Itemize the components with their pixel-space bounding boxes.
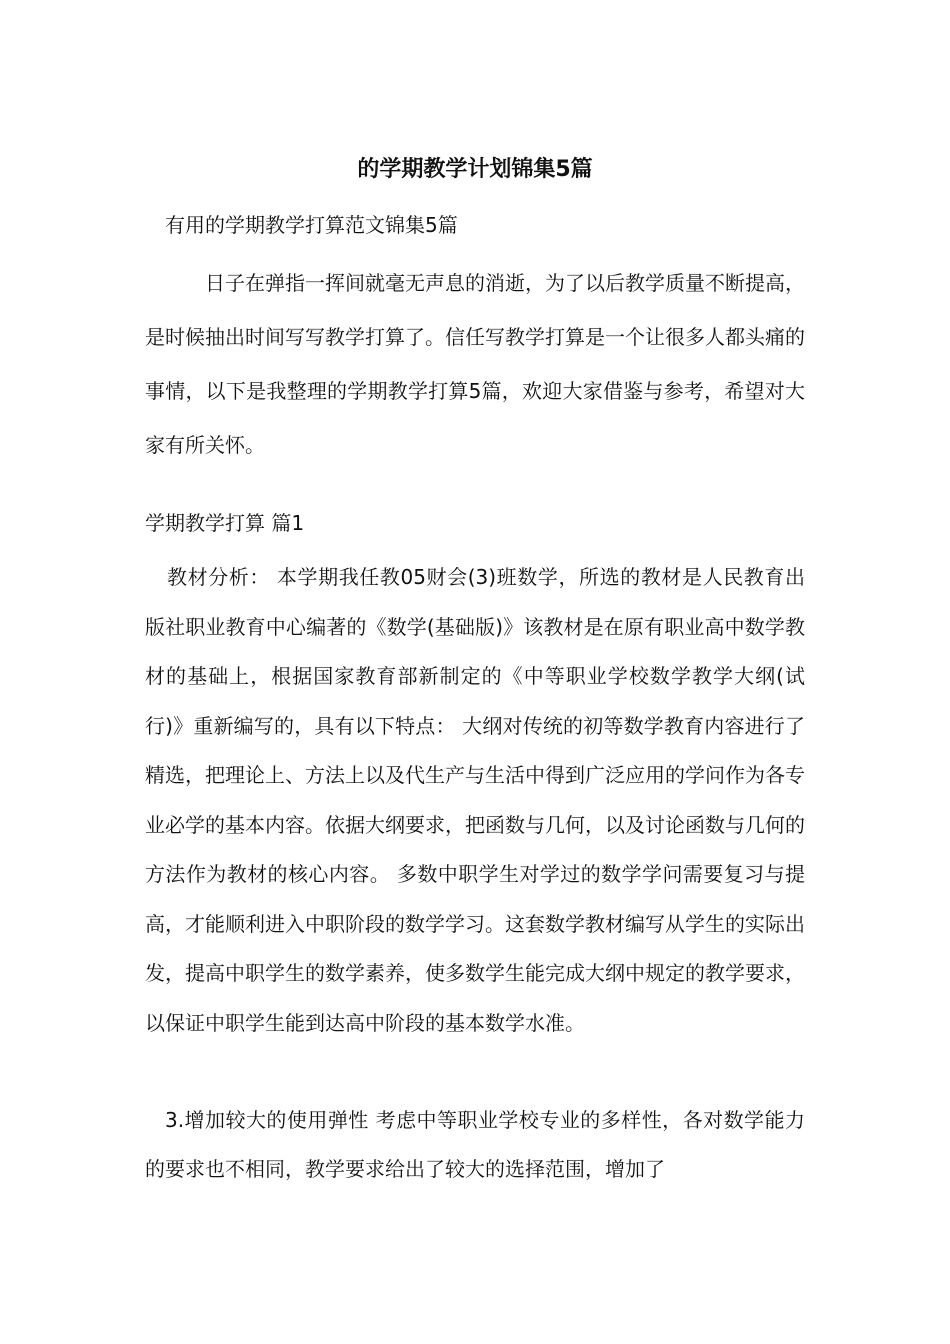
document-title: 的学期教学计划锦集5篇 [357,157,593,182]
section-heading: 学期教学打算 篇1 [145,511,305,535]
intro-paragraph: 日子在弹指一挥间就毫无声息的消逝，为了以后教学质量不断提高，是时候抽出时间写写教学打算了。信任写教学打算是一个让很多人都头痛的事情，以下是我整理的学期教学打算5篇，欢迎大家借鉴与参考，希望对大家有所关怀。 [145,271,805,457]
document-subtitle: 有用的学期教学打算范文锦集5篇 [165,213,458,237]
body-paragraph: 教材分析： 本学期我任教05财会(3)班数学，所选的教材是人民教育出版社职业教育中心编著的《数学(基础版)》该教材是在原有职业高中数学教材的基础上，根据国家教育部新制定的《中等职业学校数学教学大纲(试行)》重新编写的，具有以下特点： 大纲对传统的初等数学教育内容进行了精选，把理论上、方法上以及代生产与生活中得到广泛应用的学问作为各专业必学的基本内容。依据大纲要求，把函数与几何，以及讨论函数与几何的方法作为教材的核心内容。 多数中职学生对学过的数学学问需要复习与提高，才能顺利进入中职阶段的数学学习。这套数学教材编写从学生的实际出发，提高中职学生的数学素养，使多数学生能完成大纲中规定的教学要求，以保证中职学生能到达高中阶段的基本数学水准。 [145,565,805,1035]
body-paragraph: 3.增加较大的使用弹性 考虑中等职业学校专业的多样性，各对数学能力的要求也不相同，教学要求给出了较大的选择范围，增加了 [145,1108,805,1181]
